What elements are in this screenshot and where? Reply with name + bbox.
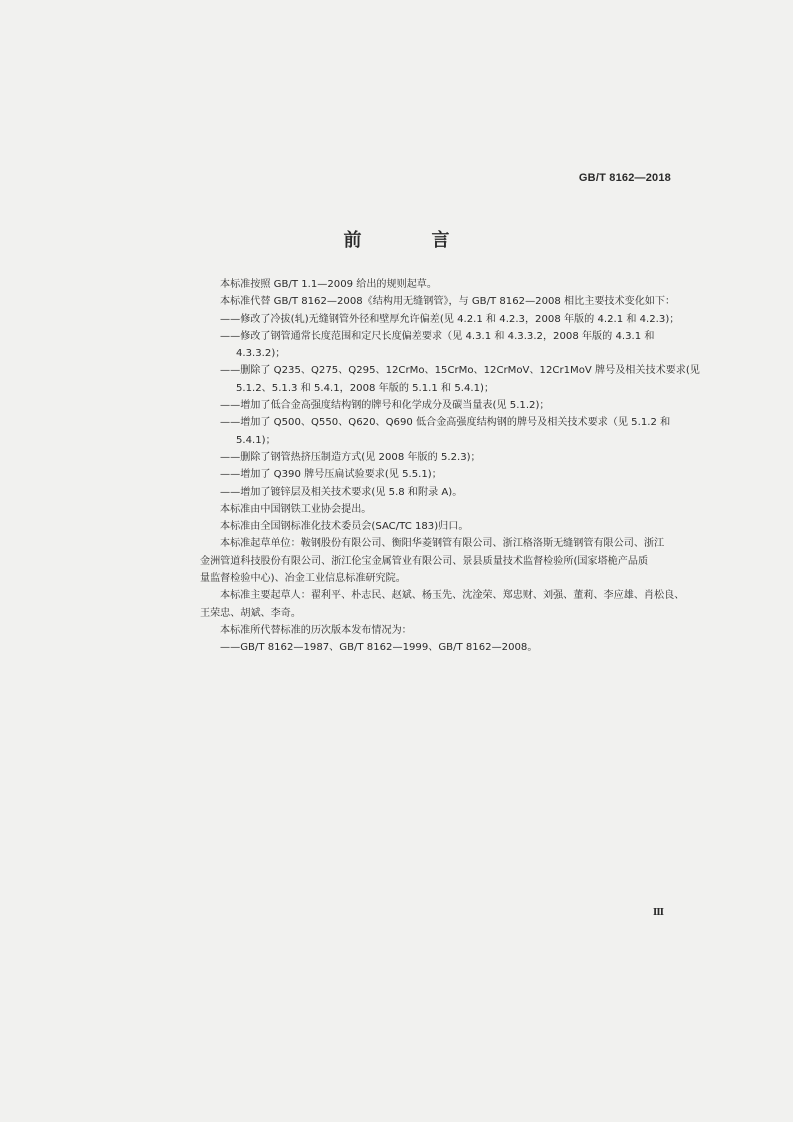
text-line: 本标准由全国钢标准化技术委员会(SAC/TC 183)归口。 (220, 521, 469, 533)
text-line: ——修改了钢管通常长度范围和定尺长度偏差要求（见 4.3.1 和 4.3.3.2，2008 年版的 4.3.1 和 (220, 330, 655, 342)
text-line: 金洲管道科技股份有限公司、浙江伦宝金属管业有限公司、景县质量技术监督检验所(国家塔桅产品质 (200, 555, 649, 567)
text-line: ——增加了 Q500、Q550、Q620、Q690 低合金高强度结构钢的牌号及相关技术要求（见 5.1.2 和 (220, 417, 671, 429)
text-line: 5.1.2、5.1.3 和 5.4.1，2008 年版的 5.1.1 和 5.4.1)； (236, 382, 495, 394)
text-line: 本标准主要起草人：翟利平、朴志民、赵斌、杨玉先、沈淦荣、郑忠财、刘强、董莉、李应雄、肖松良、 (220, 590, 685, 602)
text-line: ——增加了镀锌层及相关技术要求(见 5.8 和附录 A)。 (220, 486, 463, 498)
page-title: 前 言 (343, 230, 476, 251)
text-line: ——删除了 Q235、Q275、Q295、12CrMo、15CrMo、12CrMoV、12Cr1MoV 牌号及相关技术要求(见 (220, 365, 700, 377)
text-line: 5.4.1)； (236, 434, 276, 446)
document-code: GB/T 8162—2018 (578, 172, 671, 184)
foreword-body (200, 276, 700, 657)
text-line: ——增加了 Q390 牌号压扁试验要求(见 5.5.1)； (220, 469, 442, 481)
text-line: ——GB/T 8162—1987、GB/T 8162—1999、GB/T 8162—2008。 (220, 642, 538, 654)
page-number: Ⅲ (653, 908, 664, 918)
text-line: ——增加了低合金高强度结构钢的牌号和化学成分及碳当量表(见 5.1.2)； (220, 400, 550, 412)
text-line: ——删除了钢管热挤压制造方式(见 2008 年版的 5.2.3)； (220, 451, 481, 463)
text-line: 王荣忠、胡斌、李奇。 (200, 607, 301, 619)
text-line: 量监督检验中心)、冶金工业信息标准研究院。 (200, 573, 406, 585)
text-line: ——修改了冷拔(轧)无缝钢管外径和壁厚允许偏差(见 4.2.1 和 4.2.3，2008 年版的 4.2.1 和 4.2.3)； (220, 313, 680, 325)
text-line: 本标准由中国钢铁工业协会提出。 (220, 503, 372, 515)
text-line: 本标准按照 GB/T 1.1—2009 给出的规则起草。 (220, 279, 437, 290)
text-line: 本标准代替 GB/T 8162—2008《结构用无缝钢管》，与 GB/T 8162—2008 相比主要技术变化如下： (220, 296, 676, 308)
text-line: 本标准所代替标准的历次版本发布情况为： (220, 624, 412, 636)
text-line: 4.3.3.2)； (236, 348, 286, 360)
text-line: 本标准起草单位：鞍钢股份有限公司、衡阳华菱钢管有限公司、浙江格洛斯无缝钢管有限公司、浙江 (220, 538, 665, 550)
